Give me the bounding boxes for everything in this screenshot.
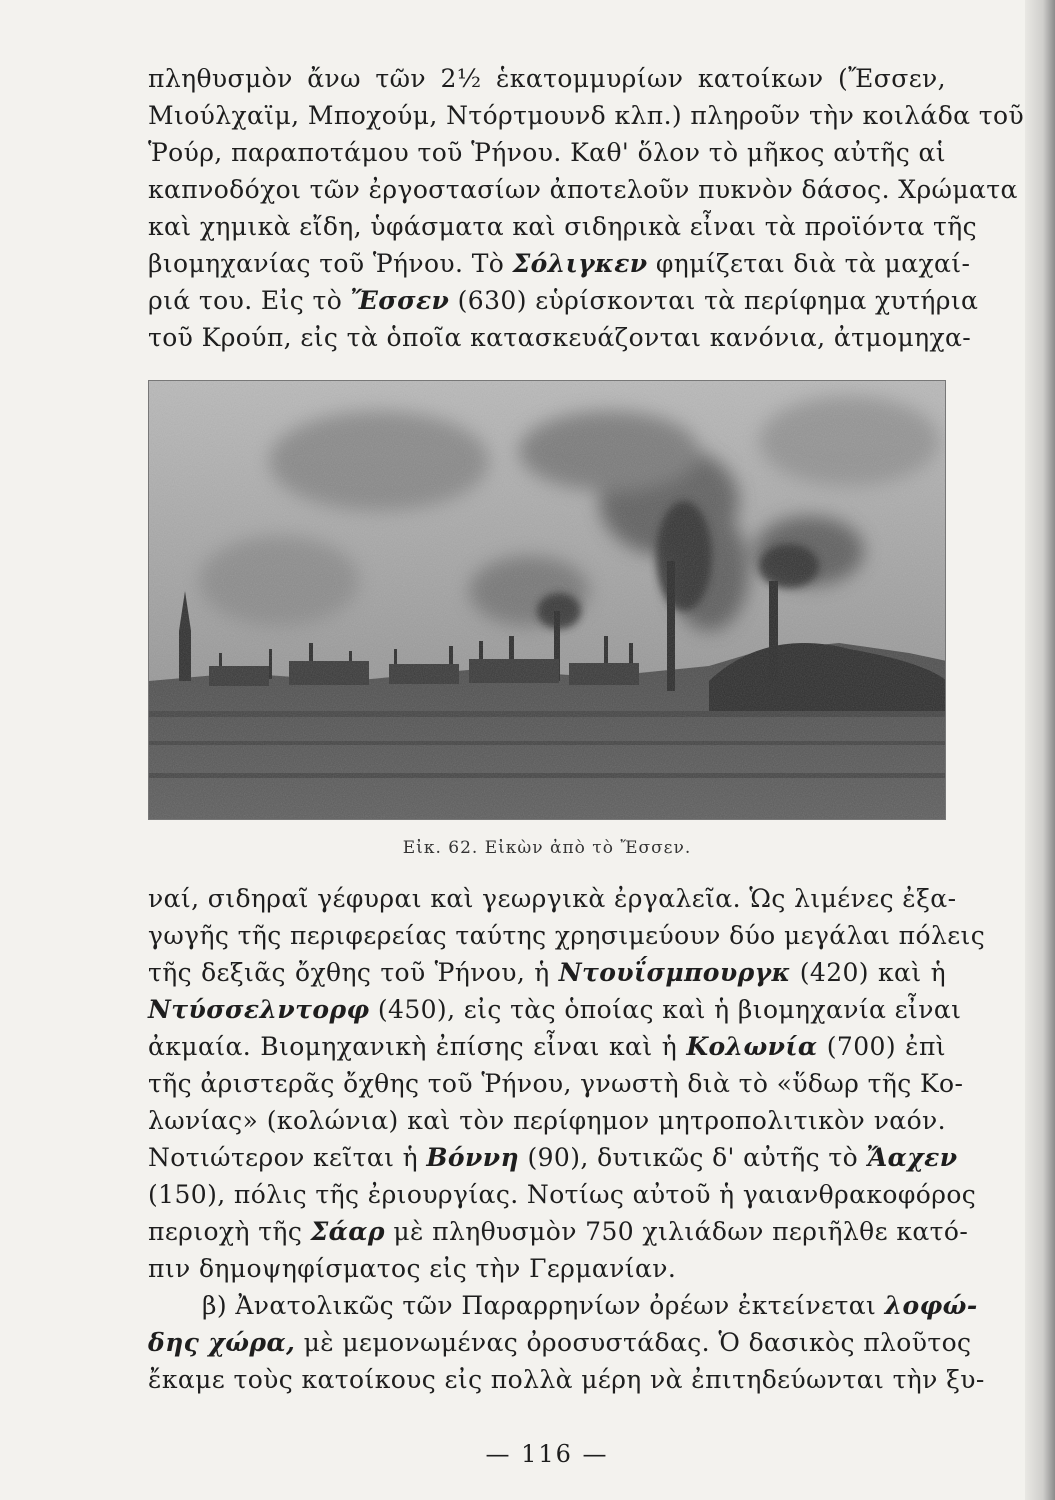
place-name: Σόλιγκεν bbox=[512, 249, 648, 278]
text-line: β) Ἀνατολικῶς τῶν Παραρρηνίων ὀρέων ἐκτείνεται λοφώ- bbox=[202, 1291, 978, 1320]
place-name: Βόννη bbox=[426, 1143, 520, 1172]
emphasis-term: δης χώρα, bbox=[148, 1328, 296, 1357]
text-line: πληθυσμὸν ἄνω τῶν 2½ ἑκατομμυρίων κατοίκων (Ἔσσεν, bbox=[148, 64, 946, 93]
industrial-essen-photo bbox=[148, 380, 946, 820]
text-line: (150), πόλις τῆς ἐριουργίας. Νοτίως αὐτοῦ ἡ γαιανθρακοφόρος bbox=[148, 1180, 977, 1209]
scan-page-edge bbox=[1025, 0, 1055, 1500]
text-line: τῆς δεξιᾶς ὄχθης τοῦ Ῥήνου, ἡ Ντουΐσμπουργκ (420) καὶ ἡ bbox=[148, 958, 946, 987]
figure-caption: Εἰκ. 62. Εἰκὼν ἀπὸ τὸ Ἔσσεν. bbox=[402, 838, 692, 858]
place-name: Ντύσσελντορφ bbox=[148, 995, 370, 1024]
place-name: Κολωνία bbox=[686, 1032, 818, 1061]
text-line: ἔκαμε τοὺς κατοίκους εἰς πολλὰ μέρη νὰ ἐπιτηδεύωνται τὴν ξυ- bbox=[148, 1365, 985, 1394]
emphasis-term: λοφώ- bbox=[884, 1291, 978, 1320]
place-name: Ντουΐσμπουργκ bbox=[558, 958, 791, 987]
place-name: Ἄαχεν bbox=[866, 1143, 958, 1172]
top-paragraph bbox=[148, 60, 1025, 356]
text-line: πιν δημοψηφίσματος εἰς τὴν Γερμανίαν. bbox=[148, 1254, 677, 1283]
text-line: τῆς ἀριστερᾶς ὄχθης τοῦ Ῥήνου, γνωστὴ διὰ τὸ «ὕδωρ τῆς Κο- bbox=[148, 1069, 964, 1098]
text-line: περιοχὴ τῆς Σάαρ μὲ πληθυσμὸν 750 χιλιάδων περιῆλθε κατό- bbox=[148, 1217, 969, 1246]
text-line: καπνοδόχοι τῶν ἐργοστασίων ἀποτελοῦν πυκνὸν δάσος. Χρώματα bbox=[148, 175, 1018, 204]
text-line: ριά του. Εἰς τὸ Ἔσσεν (630) εὑρίσκονται τὰ περίφημα χυτήρια bbox=[148, 286, 979, 315]
body-paragraph bbox=[148, 880, 986, 1398]
text-line: τοῦ Κρούπ, εἰς τὰ ὁποῖα κατασκευάζονται κανόνια, ἀτμομηχα- bbox=[148, 323, 972, 352]
page-number: — 116 — bbox=[485, 1440, 609, 1468]
place-name: Ἔσσεν bbox=[350, 286, 450, 315]
text-line: Ῥούρ, παραποτάμου τοῦ Ῥήνου. Καθ' ὅλον τὸ μῆκος αὐτῆς αἱ bbox=[148, 138, 946, 167]
text-line: ἀκμαία. Βιομηχανικὴ ἐπίσης εἶναι καὶ ἡ Κολωνία (700) ἐπὶ bbox=[148, 1032, 947, 1061]
text-line: Ντύσσελντορφ (450), εἰς τὰς ὁποίας καὶ ἡ βιομηχανία εἶναι bbox=[148, 995, 962, 1024]
text-line: Μιούλχαϊμ, Μποχούμ, Ντόρτμουνδ κλπ.) πληροῦν τὴν κοιλάδα τοῦ bbox=[148, 101, 1025, 130]
text-line: καὶ χημικὰ εἴδη, ὑφάσματα καὶ σιδηρικὰ εἶναι τὰ προϊόντα τῆς bbox=[148, 212, 978, 241]
text-line: γωγῆς τῆς περιφερείας ταύτης χρησιμεύουν δύο μεγάλαι πόλεις bbox=[148, 921, 986, 950]
text-line: βιομηχανίας τοῦ Ῥήνου. Τὸ Σόλιγκεν φημίζεται διὰ τὰ μαχαί- bbox=[148, 249, 971, 278]
text-line: λωνίας» (κολώνια) καὶ τὸν περίφημον μητροπολιτικὸν ναόν. bbox=[148, 1106, 946, 1135]
text-line: Νοτιώτερον κεῖται ἡ Βόννη (90), δυτικῶς δ' αὐτῆς τὸ Ἄαχεν bbox=[148, 1143, 958, 1172]
place-name: Σάαρ bbox=[310, 1217, 385, 1246]
text-line: δης χώρα, μὲ μεμονωμένας ὀροσυστάδας. Ὁ δασικὸς πλοῦτος bbox=[148, 1328, 972, 1357]
text-line: ναί, σιδηραῖ γέφυραι καὶ γεωργικὰ ἐργαλεῖα. Ὡς λιμένες ἐξα- bbox=[148, 884, 957, 913]
